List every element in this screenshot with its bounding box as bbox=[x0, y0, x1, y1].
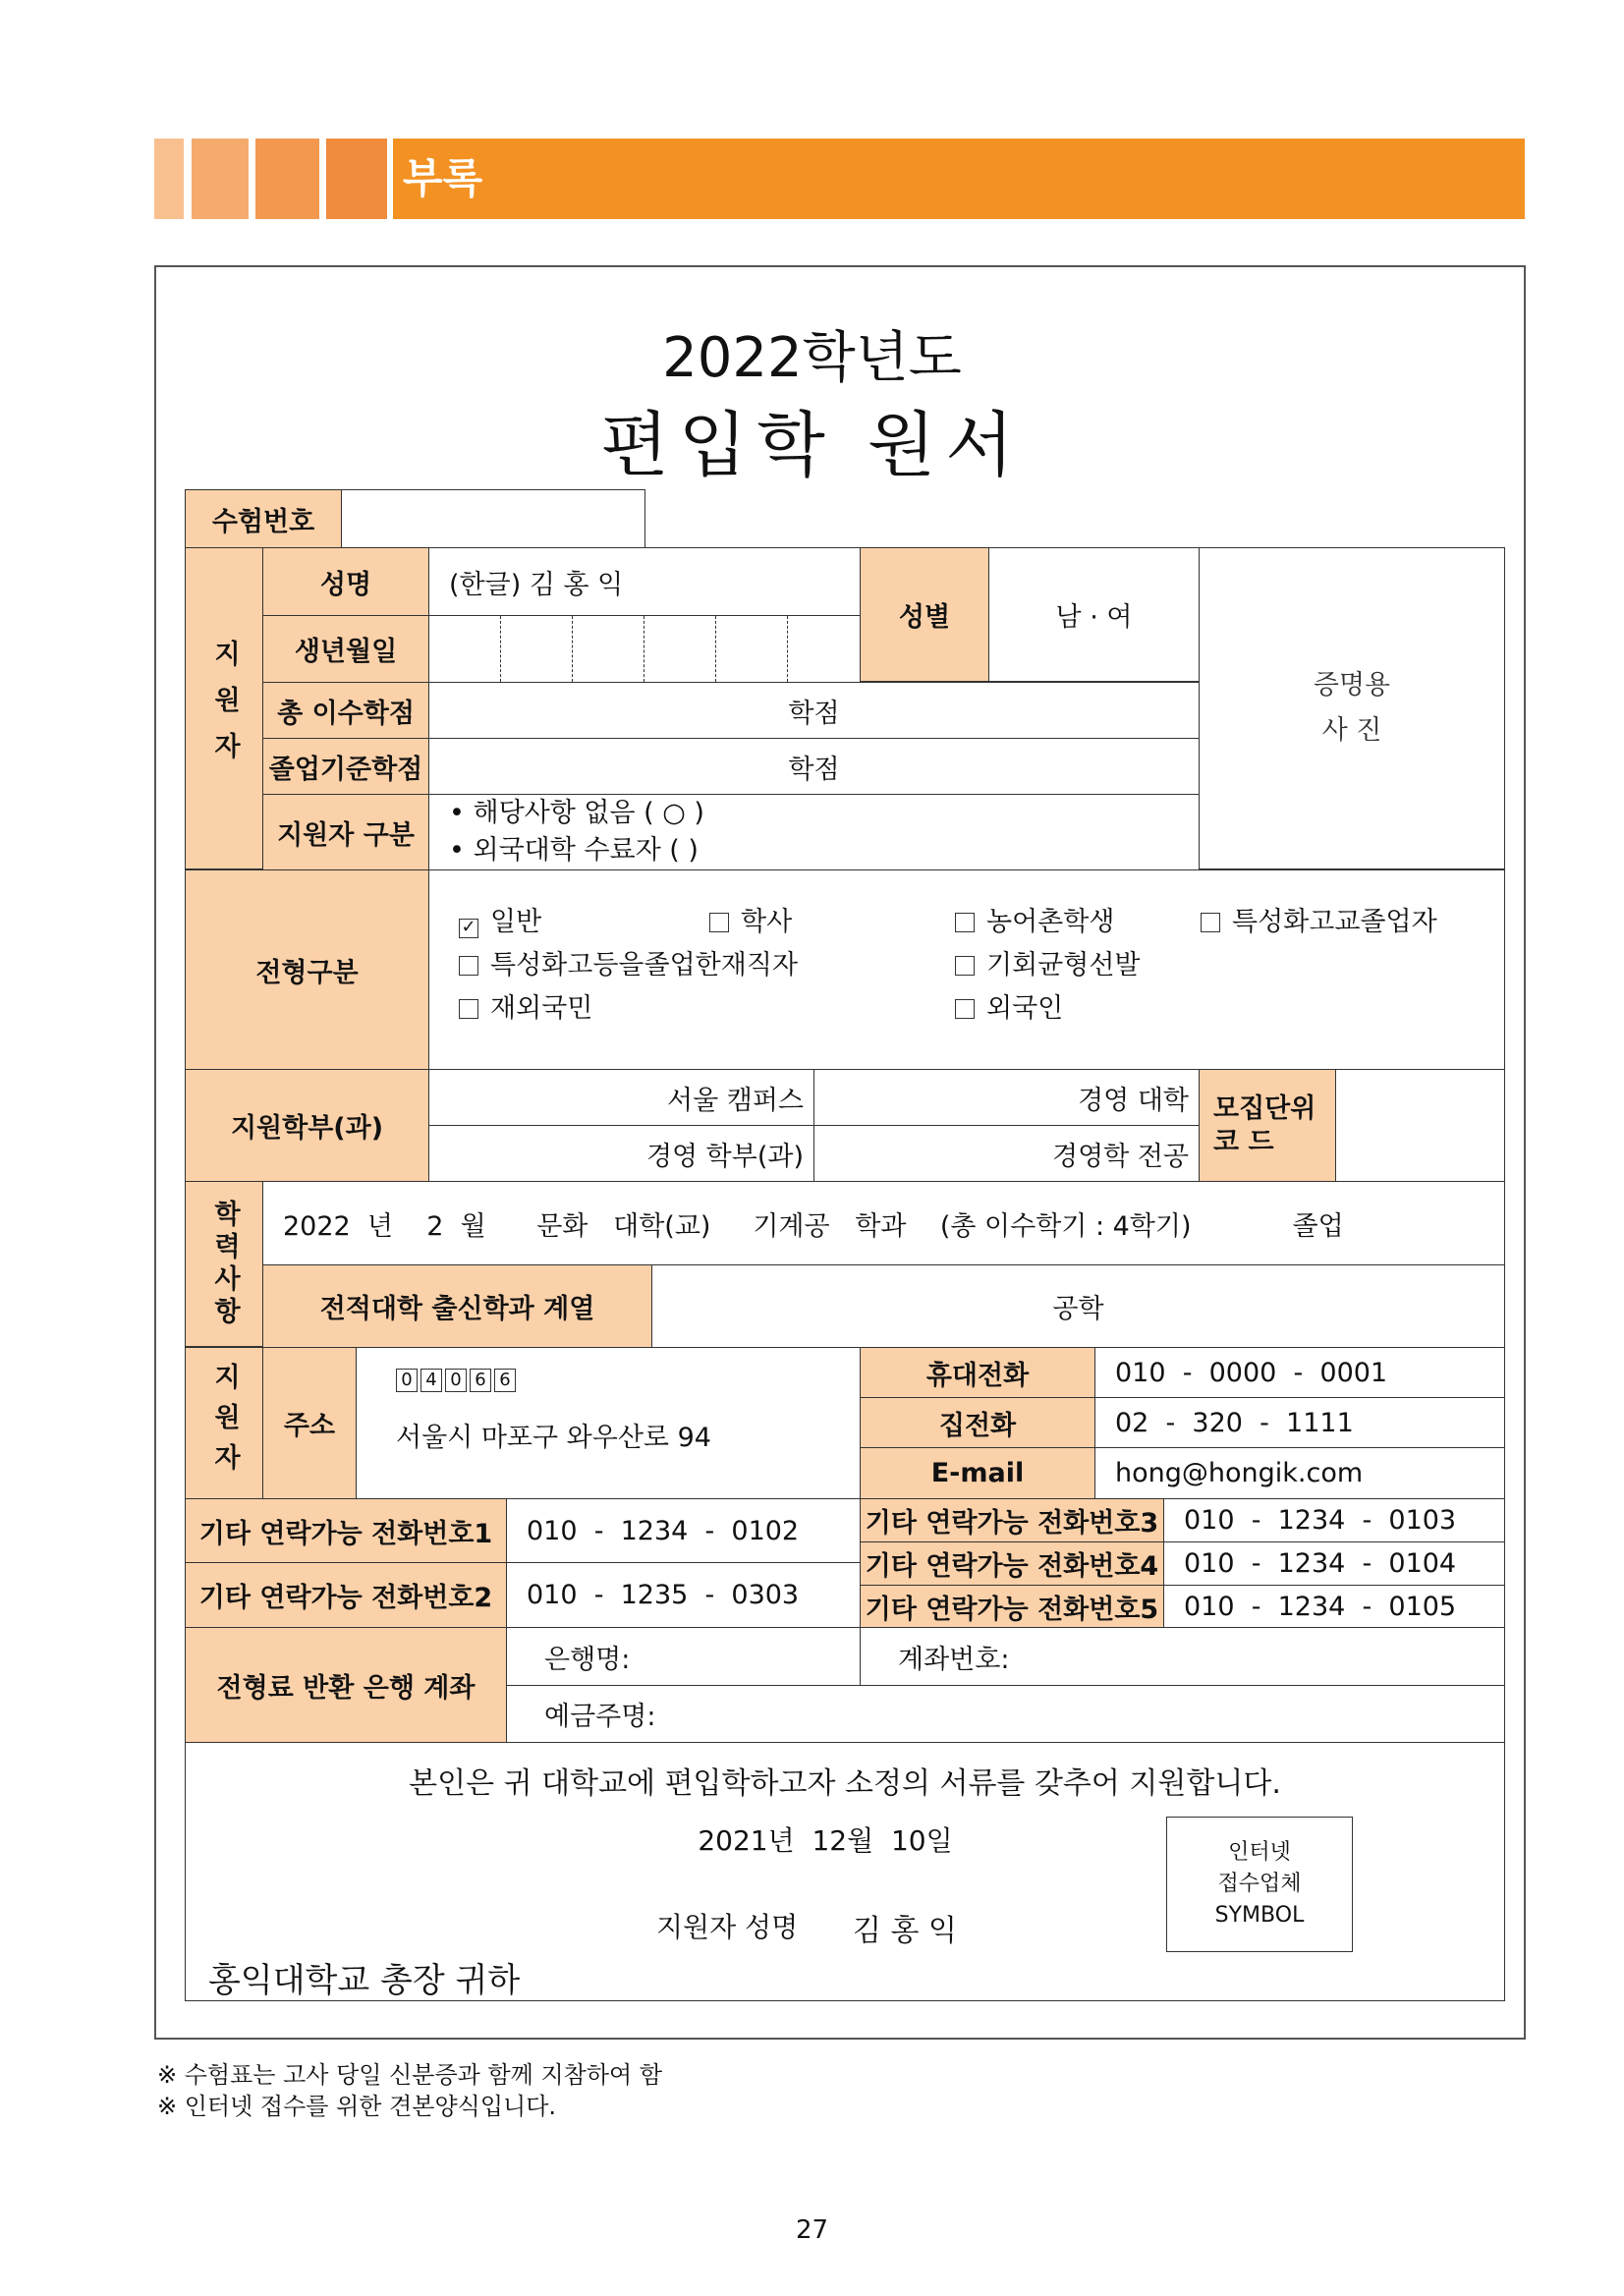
name-label: 성명 bbox=[262, 547, 429, 616]
campus-field[interactable]: 서울 캠퍼스 bbox=[428, 1069, 814, 1126]
admission-option-foreigner[interactable] bbox=[955, 986, 1063, 1025]
other-phone-2-field[interactable]: 010 - 1235 - 0303 bbox=[506, 1562, 861, 1628]
name-field[interactable]: (한글) 김 홍 익 bbox=[428, 547, 861, 616]
other-phone-3-field[interactable]: 010 - 1234 - 0103 bbox=[1163, 1498, 1505, 1542]
application-date: 2021년 12월 10일 bbox=[698, 1824, 953, 1857]
symbol-text-1: 인터넷 bbox=[1228, 1840, 1291, 1865]
banner-block-4 bbox=[326, 139, 387, 219]
gender-label: 성별 bbox=[860, 547, 989, 682]
note-1: ※ 수험표는 고사 당일 신분증과 함께 지참하여 함 bbox=[157, 2061, 663, 2089]
checkbox-icon[interactable] bbox=[955, 999, 975, 1019]
other-phone-5-label: 기타 연락가능 전화번호5 bbox=[860, 1585, 1164, 1628]
home-phone-label: 집전화 bbox=[860, 1397, 1095, 1448]
other-phone-4-field[interactable]: 010 - 1234 - 0104 bbox=[1163, 1541, 1505, 1586]
postal-digit: 0 bbox=[396, 1369, 418, 1392]
contact-section-label bbox=[185, 1347, 263, 1499]
email-label: E-mail bbox=[860, 1447, 1095, 1499]
applicant-label: 지원자 bbox=[209, 639, 240, 778]
applicant-type-field[interactable] bbox=[428, 794, 1200, 870]
symbol-text-2: 접수업체 bbox=[1217, 1872, 1302, 1896]
postal-digit: 4 bbox=[420, 1369, 442, 1392]
bank-name-field[interactable]: 은행명: bbox=[506, 1627, 861, 1686]
education-label: 학력사항 bbox=[209, 1199, 240, 1329]
applicant-type-option-foreign[interactable]: • 외국대학 수료자 ( ) bbox=[449, 835, 699, 866]
applicant-section-label bbox=[185, 547, 263, 869]
other-phone-3-label: 기타 연락가능 전화번호3 bbox=[860, 1498, 1164, 1542]
admission-option-label: 농어촌학생 bbox=[986, 907, 1115, 937]
credits-label: 총 이수학점 bbox=[262, 682, 429, 739]
admission-option-label: 기회균형선발 bbox=[986, 950, 1141, 980]
note-2: ※ 인터넷 접수를 위한 견본양식입니다. bbox=[157, 2093, 557, 2120]
education-section-label bbox=[185, 1181, 263, 1347]
other-phone-2-label: 기타 연락가능 전화번호2 bbox=[185, 1562, 507, 1628]
other-phone-1-label: 기타 연락가능 전화번호1 bbox=[185, 1498, 507, 1563]
postal-digit: 0 bbox=[445, 1369, 467, 1392]
signature-label: 지원자 성명 bbox=[656, 1911, 799, 1943]
admission-option-overseas[interactable] bbox=[459, 986, 592, 1025]
exam-number-field[interactable] bbox=[341, 489, 645, 548]
admission-option-employed[interactable] bbox=[459, 943, 798, 981]
admission-option-label: 일반 bbox=[490, 907, 542, 937]
form-main-title: 편입학 원서 bbox=[600, 404, 1024, 486]
bank-account-label: 전형료 반환 은행 계좌 bbox=[185, 1627, 507, 1743]
other-phone-4-label: 기타 연락가능 전화번호4 bbox=[860, 1541, 1164, 1586]
college-field[interactable]: 경영 대학 bbox=[813, 1069, 1200, 1126]
admission-option-label: 특성화고교졸업자 bbox=[1232, 907, 1437, 937]
admission-option-label: 특성화고등을졸업한재직자 bbox=[490, 950, 798, 980]
admission-option-general[interactable] bbox=[459, 900, 541, 938]
education-field[interactable]: 2022 년 2 월 문화 대학(교) 기계공 학과 (총 이수학기 : 4학기) 졸업 bbox=[262, 1181, 1505, 1265]
symbol-box bbox=[1166, 1817, 1353, 1952]
birth-field[interactable] bbox=[428, 615, 861, 683]
major-field[interactable]: 경영학 전공 bbox=[813, 1125, 1200, 1182]
admission-type-field bbox=[428, 869, 1505, 1070]
applicant-type-label: 지원자 구분 bbox=[262, 794, 429, 870]
postal-code bbox=[396, 1362, 519, 1392]
postal-digit: 6 bbox=[470, 1369, 491, 1392]
previous-major-field[interactable]: 공학 bbox=[651, 1264, 1505, 1348]
exam-number-label: 수험번호 bbox=[185, 489, 342, 548]
other-phone-5-field[interactable]: 010 - 1234 - 0105 bbox=[1163, 1585, 1505, 1628]
checkbox-checked-icon[interactable]: ✓ bbox=[459, 919, 478, 938]
address-field[interactable] bbox=[356, 1347, 861, 1499]
admission-option-rural[interactable] bbox=[955, 900, 1114, 938]
gender-field[interactable]: 남 · 여 bbox=[988, 547, 1200, 682]
admission-option-balance[interactable] bbox=[955, 943, 1141, 981]
admission-option-label: 재외국민 bbox=[490, 993, 593, 1024]
contact-applicant-label: 지원자 bbox=[209, 1363, 240, 1484]
checkbox-icon[interactable] bbox=[955, 956, 975, 976]
department-label: 지원학부(과) bbox=[185, 1069, 429, 1182]
unit-code-label: 모집단위 코 드 bbox=[1199, 1069, 1336, 1182]
admission-option-label: 외국인 bbox=[986, 993, 1064, 1024]
grad-credits-label: 졸업기준학점 bbox=[262, 738, 429, 795]
banner-block-3 bbox=[255, 139, 319, 219]
applicant-type-option-none[interactable]: • 해당사항 없음 ( ○ ) bbox=[449, 798, 704, 828]
checkbox-icon[interactable] bbox=[955, 913, 975, 932]
signature-value[interactable]: 김 홍 익 bbox=[853, 1914, 958, 1948]
home-phone-field[interactable]: 02 - 320 - 1111 bbox=[1094, 1397, 1505, 1448]
checkbox-icon[interactable] bbox=[709, 913, 729, 932]
photo-text-1: 증명용 bbox=[1313, 670, 1391, 700]
address-text: 서울시 마포구 와우산로 94 bbox=[396, 1423, 711, 1453]
account-number-field[interactable]: 계좌번호: bbox=[860, 1627, 1505, 1686]
email-field[interactable]: hong@hongik.com bbox=[1094, 1447, 1505, 1499]
checkbox-icon[interactable] bbox=[1201, 913, 1220, 932]
admission-option-bachelor[interactable] bbox=[709, 900, 792, 938]
checkbox-icon[interactable] bbox=[459, 956, 478, 976]
page-number: 27 bbox=[795, 2215, 829, 2245]
photo-box[interactable] bbox=[1199, 547, 1505, 869]
admission-type-label: 전형구분 bbox=[185, 869, 429, 1070]
banner-title: 부록 bbox=[393, 139, 1525, 219]
banner-block-1 bbox=[154, 139, 184, 219]
account-holder-field[interactable]: 예금주명: bbox=[506, 1685, 1505, 1743]
birth-label: 생년월일 bbox=[262, 615, 429, 683]
address-label: 주소 bbox=[262, 1347, 357, 1499]
credits-field[interactable]: 학점 bbox=[428, 682, 1200, 739]
grad-credits-field[interactable]: 학점 bbox=[428, 738, 1200, 795]
section-banner bbox=[154, 139, 1525, 219]
school-field[interactable]: 경영 학부(과) bbox=[428, 1125, 814, 1182]
other-phone-1-field[interactable]: 010 - 1234 - 0102 bbox=[506, 1498, 861, 1563]
previous-major-label: 전적대학 출신학과 계열 bbox=[262, 1264, 652, 1348]
admission-option-label: 학사 bbox=[741, 907, 793, 937]
postal-digit: 6 bbox=[494, 1369, 516, 1392]
declaration-text: 본인은 귀 대학교에 편입학하고자 소정의 서류를 갖추어 지원합니다. bbox=[409, 1766, 1281, 1801]
symbol-text-3: SYMBOL bbox=[1214, 1903, 1305, 1928]
recipient-text: 홍익대학교 총장 귀하 bbox=[208, 1961, 521, 2000]
mobile-label: 휴대전화 bbox=[860, 1347, 1095, 1398]
checkbox-icon[interactable] bbox=[459, 999, 478, 1019]
banner-block-2 bbox=[192, 139, 249, 219]
mobile-field[interactable]: 010 - 0000 - 0001 bbox=[1094, 1347, 1505, 1398]
admission-option-specialized[interactable] bbox=[1201, 900, 1437, 938]
unit-code-spacer bbox=[1335, 1069, 1505, 1182]
photo-text-2: 사 진 bbox=[1321, 715, 1382, 746]
form-year-title: 2022학년도 bbox=[662, 326, 962, 390]
